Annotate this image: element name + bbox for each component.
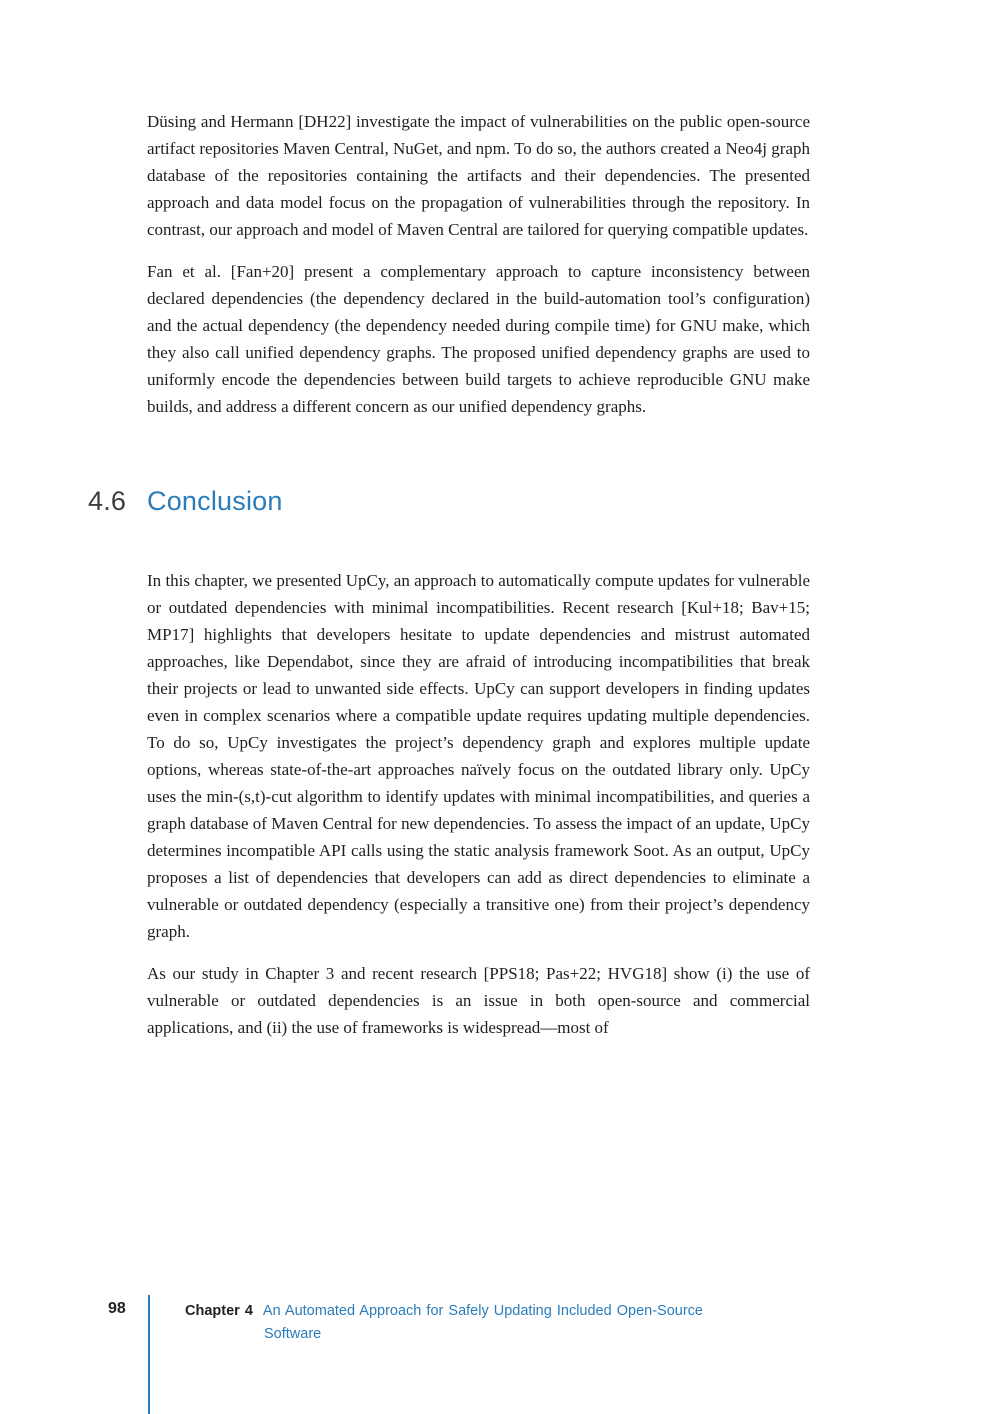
- section-number: 4.6: [88, 486, 127, 516]
- chapter-label: Chapter 4: [185, 1303, 253, 1319]
- page-content: [88, 108, 810, 1056]
- paragraph-fan-et-al: Fan et al. [Fan+20] present a complementary approach to capture inconsistency between declared dependencies (the dependency declared in the build-automation tool’s configuration) and the actual dependency (the dependency needed during compile time) for GNU make, which they also call unified dependency graphs. The proposed unified dependency graphs are used to uniformly encode the dependencies between build targets to achieve reproducible GNU make builds, and address a different concern as our unified dependency graphs.: [147, 262, 810, 416]
- section-title: Conclusion: [147, 486, 283, 516]
- footer-divider: [148, 1295, 150, 1414]
- running-title: [185, 1300, 703, 1346]
- paragraph-conclusion-summary: In this chapter, we presented UpCy, an approach to automatically compute updates for vulnerable or outdated dependencies with minimal incompatibilities. Recent research [Kul+18; Bav+15; MP17] highlights that developers hesitate to update dependencies and mistrust automated approaches, like Dependabot, since they are afraid of introducing incompatibilities that break their projects or lead to unwanted side effects. UpCy can support developers in finding updates even in complex scenarios where a compatible update requires updating multiple dependencies. To do so, UpCy investigates the project’s dependency graph and explores multiple update options, whereas state-of-the-art approaches naïvely focus on the outdated library only. UpCy uses the min-(s,t)-cut algorithm to identify updates with minimal incompatibilities, and queries a graph database of Maven Central for new dependencies. To assess the impact of an update, UpCy determines incompatible API calls using the static analysis framework Soot. As an output, UpCy proposes a list of dependencies that developers can add as direct dependencies to eliminate a vulnerable or outdated dependency (especially a transitive one) from their project’s dependency graph.: [147, 571, 810, 941]
- page-footer: [0, 1292, 1000, 1414]
- page-number: 98: [108, 1300, 126, 1317]
- paragraph-study-reference: As our study in Chapter 3 and recent research [PPS18; Pas+22; HVG18] show (i) the use of vulnerable or outdated dependencies is an issue in both open-source and commercial applications, and (ii) the use of frameworks is widespread—most of: [147, 964, 810, 1037]
- chapter-title: An Automated Approach for Safely Updating Included Open-Source Software: [262, 1303, 703, 1342]
- section-heading: [88, 486, 810, 517]
- paragraph-dusing-hermann: Düsing and Hermann [DH22] investigate the impact of vulnerabilities on the public open-source artifact repositories Maven Central, NuGet, and npm. To do so, the authors created a Neo4j graph database of the repositories containing the artifacts and their dependencies. The presented approach and data model focus on the propagation of vulnerabilities through the repository. In contrast, our approach and model of Maven Central are tailored for querying compatible updates.: [147, 112, 810, 239]
